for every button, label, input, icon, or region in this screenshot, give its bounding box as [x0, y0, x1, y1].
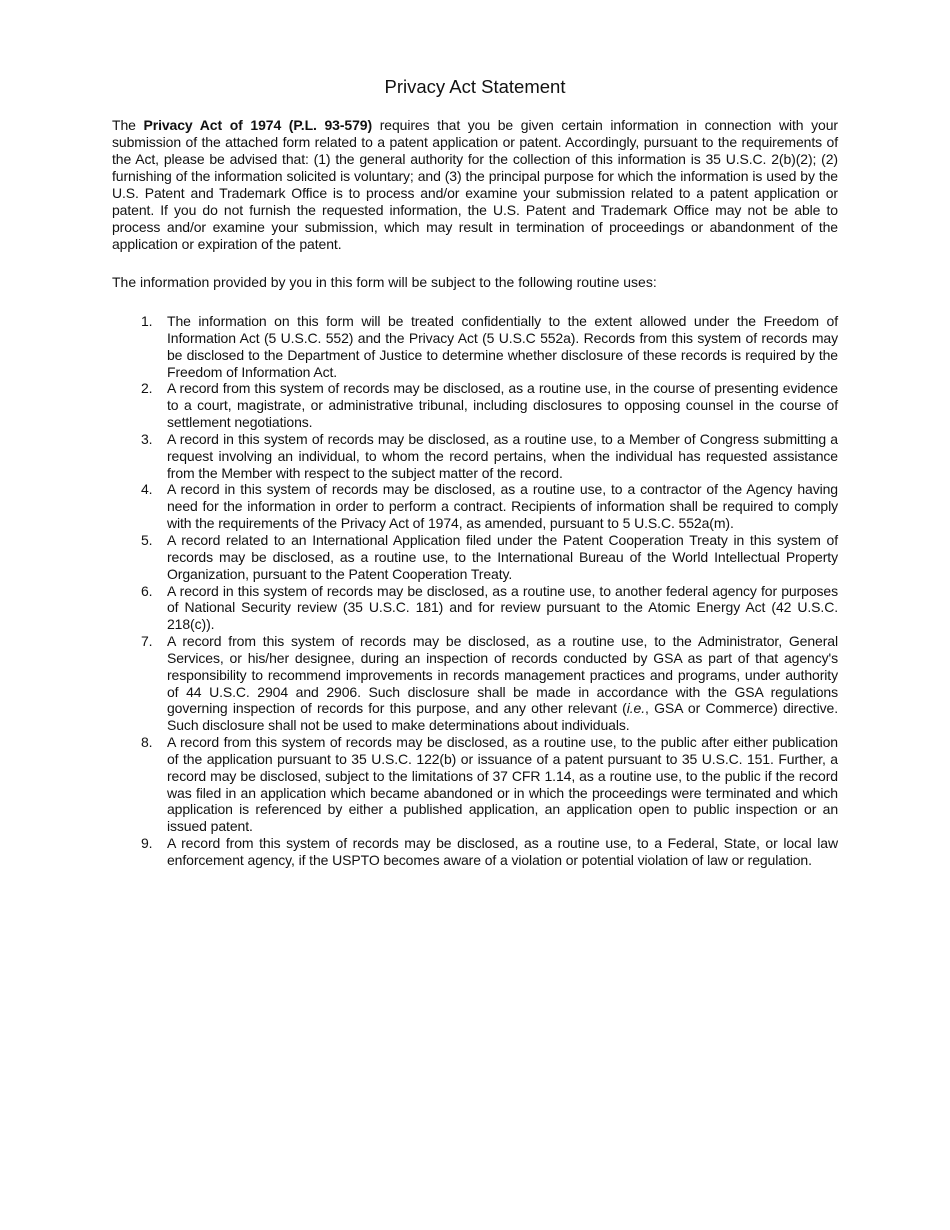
document-page — [112, 0, 838, 869]
routine-use-item — [112, 431, 838, 482]
item-text: A record from this system of records may be disclosed, as a routine use, to a Federal, State, or local law enforcement agency, if the USPTO becomes aware of a violation or potential violation of law or regulation. — [167, 835, 838, 868]
item-number: 4. — [141, 481, 153, 498]
routine-use-item — [112, 481, 838, 532]
item-text: A record related to an International Application filed under the Patent Cooperation Treaty in this system of records may be disclosed, as a routine use, to the International Bureau of the World Intellectual Property Organization, pursuant to the Patent Cooperation Treaty. — [167, 531, 838, 582]
routine-use-item — [112, 532, 838, 583]
item-number: 3. — [141, 430, 153, 447]
page-title: Privacy Act Statement — [384, 76, 566, 97]
item-text: A record from this system of records may be disclosed, as a routine use, in the course of presenting evidence to a court, magistrate, or administrative tribunal, including disclosures to opposing counsel in the course of settlement negotiations. — [167, 380, 838, 431]
routine-use-item — [112, 734, 838, 835]
item-number: 7. — [141, 633, 153, 650]
routine-use-item — [112, 835, 838, 869]
routine-uses-list — [112, 313, 838, 869]
item-text: A record from this system of records may be disclosed, as a routine use, to the public after either publication of the application pursuant to 35 U.S.C. 122(b) or issuance of a patent pursuant to 35 U.S.C. 151. Further, a record may be disclosed, subject to the limitations of 37 CFR 1.14, as a routine use, to the public if the record was filed in an application which became abandoned or in which the proceedings were terminated and which application is referenced by either a published application, an application open to public inspection or an issued patent. — [167, 734, 838, 835]
item-number: 9. — [141, 835, 153, 852]
routine-use-item — [112, 633, 838, 734]
item-text-italic: i.e. — [626, 700, 646, 717]
item-number: 6. — [141, 582, 153, 599]
routine-use-item — [112, 380, 838, 431]
item-text-after: , GSA or Commerce) directive. Such disclosure shall not be used to make determinations about individuals. — [167, 700, 838, 734]
routine-use-item — [112, 313, 838, 380]
item-text: A record in this system of records may be disclosed, as a routine use, to a contractor of the Agency having need for the information in order to perform a contract. Recipients of information shall be required to comply with the requirements of the Privacy Act of 1974, as amended, pursuant to 5 U.S.C. 552a(m). — [167, 481, 838, 532]
routine-uses-lead: The information provided by you in this form will be subject to the following routine uses: — [112, 274, 657, 290]
intro-act-name: Privacy Act of 1974 (P.L. 93-579) — [143, 117, 373, 133]
intro-paragraph — [112, 117, 838, 253]
intro-prefix: The — [112, 117, 144, 133]
item-number: 2. — [141, 380, 153, 397]
routine-use-item — [112, 583, 838, 634]
item-number: 8. — [141, 734, 153, 751]
item-text: A record in this system of records may be disclosed, as a routine use, to another federal agency for purposes of National Security review (35 U.S.C. 181) and for review pursuant to the Atomic Energy Act (42 U.S.C. 218(c)). — [167, 582, 838, 633]
item-text: The information on this form will be treated confidentially to the extent allowed under the Freedom of Information Act (5 U.S.C. 552) and the Privacy Act (5 U.S.C 552a). Records from this system of records may be disclosed to the Department of Justice to determine whether disclosure of these records is required by the Freedom of Information Act. — [167, 313, 838, 380]
item-text-before: A record from this system of records may be disclosed, as a routine use, to the Administrator, General Services, or his/her designee, during an inspection of records conducted by GSA as part of that agency's responsibility to recommend improvements in records management practices and programs, under authority of 44 U.S.C. 2904 and 2906. Such disclosure shall be made in accordance with the GSA regulations governing inspection of records for this purpose, and any other relevant ( — [167, 633, 838, 717]
item-number: 5. — [141, 531, 153, 548]
item-number: 1. — [141, 313, 153, 329]
item-text: A record in this system of records may be disclosed, as a routine use, to a Member of Congress submitting a request involving an individual, to whom the record pertains, when the individual has requested assistance from the Member with respect to the subject matter of the record. — [167, 430, 838, 481]
intro-body: requires that you be given certain information in connection with your submission of the attached form related to a patent application or patent. Accordingly, pursuant to the requirements of the Act, please be advised that: (1) the general authority for the collection of this information is 35 U.S.C. 2(b)(2); (2) furnishing of the information solicited is voluntary; and (3) the principal purpose for which the information is used by the U.S. Patent and Trademark Office is to process and/or examine your submission related to a patent application or patent. If you do not furnish the requested information, the U.S. Patent and Trademark Office may not be able to process and/or examine your submission, which may result in termination of proceedings or abandonment of the application or expiration of the patent. — [112, 117, 838, 252]
